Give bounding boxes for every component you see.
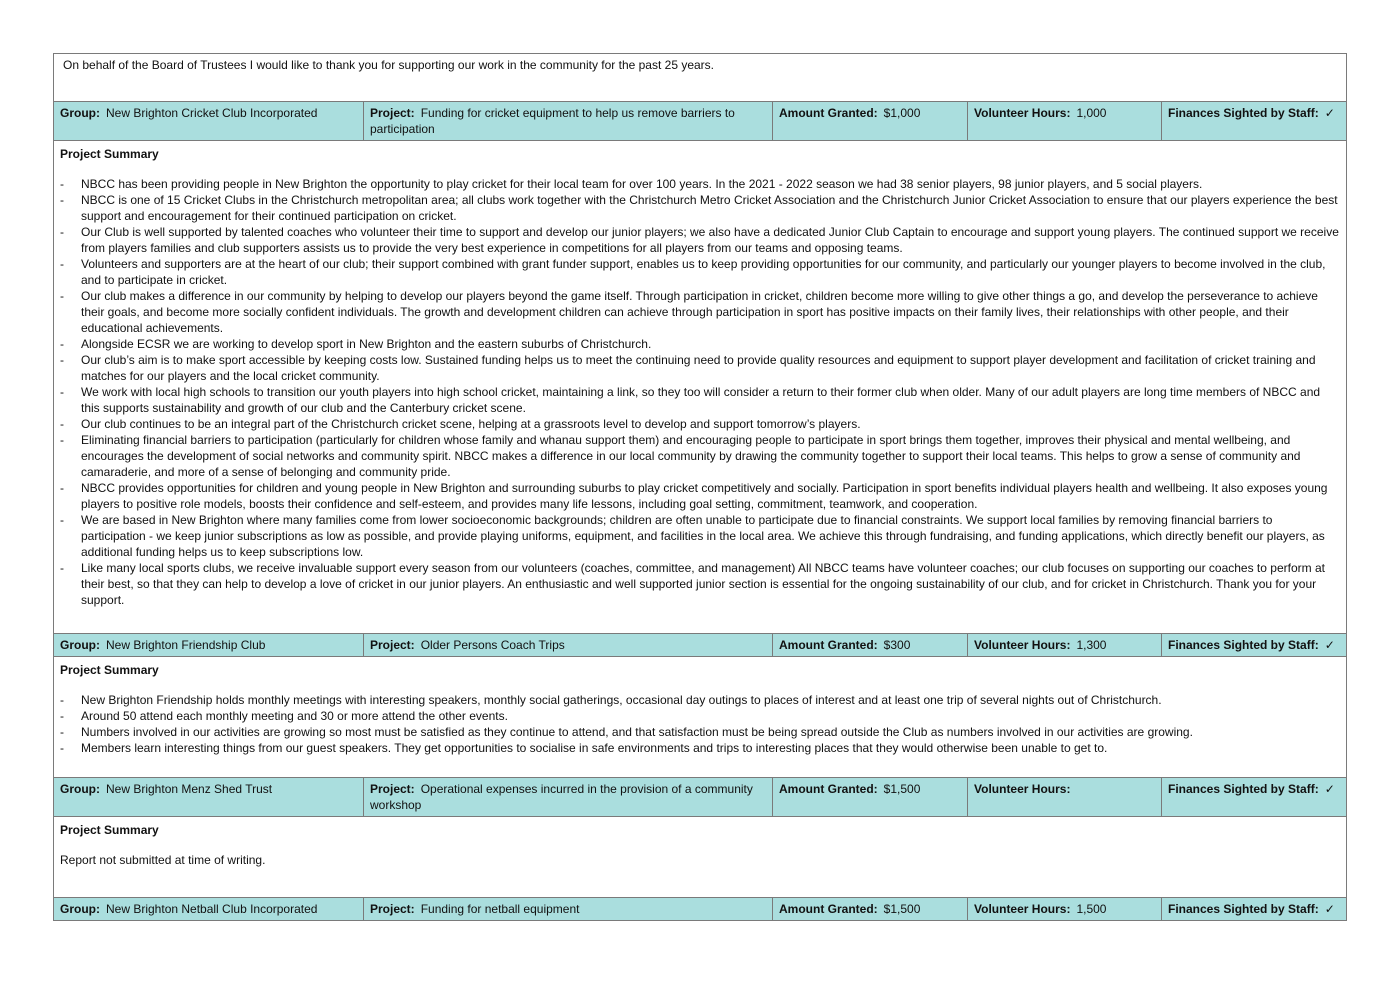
grant-header-row — [54, 778, 1347, 817]
group-cell — [54, 102, 364, 141]
project-summary-title: Project Summary — [60, 823, 159, 837]
group-cell — [54, 778, 364, 817]
list-item: - Like many local sports clubs, we receive invaluable support every season from our volunteers (coaches, committee, and management) All NBCC teams have volunteer coaches; our club focuses on supporting our coaches to perform at their best, so that they can help to develop a love of cricket in our junior players. An enthusiastic and well supported junior section is essential for the ongoing sustainability of our club, and for cricket in Christchurch. Thank you for your support. — [60, 560, 1340, 608]
amount-value: $1,000 — [883, 106, 921, 120]
volunteer-value: 1,500 — [1076, 902, 1107, 916]
amount-label: Amount Granted: — [779, 106, 878, 120]
grants-report-page — [53, 53, 1346, 921]
volunteer-value: 1,300 — [1076, 638, 1107, 652]
list-item: - Members learn interesting things from our guest speakers. They get opportunities to socialise in safe environments and trips to interesting places that they would otherwise been unable to get to. — [60, 740, 1340, 756]
project-name: Funding for cricket equipment to help us remove barriers to participation — [370, 106, 735, 136]
amount-label: Amount Granted: — [779, 782, 878, 796]
group-cell — [54, 898, 364, 921]
amount-cell — [773, 102, 968, 141]
finances-cell — [1162, 898, 1347, 921]
project-name: Funding for netball equipment — [420, 902, 580, 916]
amount-cell — [773, 898, 968, 921]
checkmark-icon: ✓ — [1324, 106, 1335, 120]
checkmark-icon: ✓ — [1324, 782, 1335, 796]
group-label: Group: — [60, 902, 100, 916]
list-item: - NBCC provides opportunities for children and young people in New Brighton and surrounding suburbs to play cricket competitively and socially. Participation in sport benefits individual players health and wellbeing. It also exposes young players to positive role models, boosts their confidence and self-esteem, and provides many life lessons, including goal setting, commitment, teamwork, and cooperation. — [60, 480, 1340, 512]
list-item: - Our club continues to be an integral part of the Christchurch cricket scene, helping at a grassroots level to develop and support tomorrow’s players. — [60, 416, 1340, 432]
list-item: - Alongside ECSR we are working to develop sport in New Brighton and the eastern suburbs of Christchurch. — [60, 336, 1340, 352]
list-item: - We work with local high schools to transition our youth players into high school cricket, maintaining a link, so they too will consider a return to their former club when older. Many of our adult players are long time members of NBCC and this supports sustainability and growth of our club and the Canterbury cricket scene. — [60, 384, 1340, 416]
finances-label: Finances Sighted by Staff: — [1168, 782, 1319, 796]
list-item: - We are based in New Brighton where many families come from lower socioeconomic backgrounds; children are often unable to participate due to financial constraints. We support local families by removing financial barriers to participation - we keep junior subscriptions as low as possible, and provide playing uniforms, equipment, and facilities in the local area. We achieve this through fundraising, and funding applications, which directly benefit our players, as additional funding helps us to keep subscriptions low. — [60, 512, 1340, 560]
volunteer-label: Volunteer Hours: — [974, 638, 1071, 652]
volunteer-label: Volunteer Hours: — [974, 106, 1071, 120]
list-item: - Eliminating financial barriers to participation (particularly for children whose family and whanau support them) and encouraging people to participate in sport brings them together, improves their physical and mental wellbeing, and encourages the development of social networks and community spirit. NBCC makes a difference in our local community by drawing the community together to support their local teams. This helps to grow a sense of community and camaraderie, and more of a sense of belonging and community pride. — [60, 432, 1340, 480]
volunteer-cell — [968, 778, 1162, 817]
list-item: - NBCC has been providing people in New Brighton the opportunity to play cricket for their local team for over 100 years. In the 2021 - 2022 season we had 38 senior players, 98 junior players, and 5 social players. — [60, 176, 1340, 192]
volunteer-cell — [968, 634, 1162, 657]
project-summary-cell — [54, 817, 1347, 898]
intro-text: On behalf of the Board of Trustees I would like to thank you for supporting our work in the community for the past 25 years. — [54, 54, 1347, 102]
grant-header-row — [54, 898, 1347, 921]
summary-list — [60, 176, 1340, 608]
project-label: Project: — [370, 902, 415, 916]
finances-label: Finances Sighted by Staff: — [1168, 902, 1319, 916]
project-cell — [364, 102, 773, 141]
group-label: Group: — [60, 638, 100, 652]
volunteer-cell — [968, 898, 1162, 921]
grants-table — [53, 53, 1347, 921]
group-name: New Brighton Cricket Club Incorporated — [106, 106, 318, 120]
list-item: - New Brighton Friendship holds monthly meetings with interesting speakers, monthly social gatherings, occasional day outings to places of interest and at least one trip of several nights out of Christchurch. — [60, 692, 1340, 708]
finances-label: Finances Sighted by Staff: — [1168, 638, 1319, 652]
project-summary-cell — [54, 657, 1347, 778]
volunteer-cell — [968, 102, 1162, 141]
project-label: Project: — [370, 638, 415, 652]
amount-cell — [773, 634, 968, 657]
project-label: Project: — [370, 106, 415, 120]
list-item: - Numbers involved in our activities are growing so most must be satisfied as they continue to attend, and that satisfaction must be being spread outside the Club as numbers involved in our activities are growing. — [60, 724, 1340, 740]
volunteer-label: Volunteer Hours: — [974, 782, 1071, 796]
list-item: - Our club makes a difference in our community by helping to develop our players beyond the game itself. Through participation in cricket, children become more willing to give other things a go, and develop the perseverance to achieve their goals, and become more socially confident individuals. The growth and development children can achieve through participation in sport has positive impacts on their family lives, their relationships with other people, and their educational achievements. — [60, 288, 1340, 336]
amount-value: $300 — [883, 638, 911, 652]
finances-label: Finances Sighted by Staff: — [1168, 106, 1319, 120]
finances-cell — [1162, 778, 1347, 817]
list-item: - NBCC is one of 15 Cricket Clubs in the Christchurch metropolitan area; all clubs work together with the Christchurch Metro Cricket Association and the Christchurch Junior Cricket Association to ensure that our players experience the best support and encouragement for their continued participation on cricket. — [60, 192, 1340, 224]
checkmark-icon: ✓ — [1324, 638, 1335, 652]
amount-cell — [773, 778, 968, 817]
grant-header-row — [54, 102, 1347, 141]
project-name: Operational expenses incurred in the provision of a community workshop — [370, 782, 753, 812]
group-name: New Brighton Netball Club Incorporated — [106, 902, 318, 916]
amount-label: Amount Granted: — [779, 638, 878, 652]
list-item: - Our club’s aim is to make sport accessible by keeping costs low. Sustained funding helps us to meet the continuing need to provide quality resources and equipment to support player development and facilitation of cricket training and matches for our players and the local cricket community. — [60, 352, 1340, 384]
project-name: Older Persons Coach Trips — [420, 638, 565, 652]
finances-cell — [1162, 102, 1347, 141]
list-item: - Our Club is well supported by talented coaches who volunteer their time to support and develop our junior players; we also have a dedicated Junior Club Captain to encourage and support young players. The continued support we receive from players families and club supporters assists us to provide the very best experience in competitions for all players from our teams and opposing teams. — [60, 224, 1340, 256]
volunteer-label: Volunteer Hours: — [974, 902, 1071, 916]
volunteer-value: 1,000 — [1076, 106, 1107, 120]
group-cell — [54, 634, 364, 657]
list-item: - Volunteers and supporters are at the heart of our club; their support combined with grant funder support, enables us to keep providing opportunities for our community, and particularly our younger players to become involved in the club, and to participate in cricket. — [60, 256, 1340, 288]
amount-value: $1,500 — [883, 782, 921, 796]
amount-label: Amount Granted: — [779, 902, 878, 916]
finances-cell — [1162, 634, 1347, 657]
group-name: New Brighton Menz Shed Trust — [106, 782, 273, 796]
list-item: - Around 50 attend each monthly meeting and 30 or more attend the other events. — [60, 708, 1340, 724]
summary-text: Report not submitted at time of writing. — [60, 853, 266, 867]
checkmark-icon: ✓ — [1324, 902, 1335, 916]
summary-list — [60, 692, 1340, 756]
project-summary-title: Project Summary — [60, 663, 159, 677]
project-summary-title: Project Summary — [60, 147, 159, 161]
group-label: Group: — [60, 106, 100, 120]
grant-header-row — [54, 634, 1347, 657]
group-name: New Brighton Friendship Club — [106, 638, 266, 652]
project-cell — [364, 634, 773, 657]
amount-value: $1,500 — [883, 902, 921, 916]
project-summary-cell — [54, 141, 1347, 634]
group-label: Group: — [60, 782, 100, 796]
project-label: Project: — [370, 782, 415, 796]
project-cell — [364, 898, 773, 921]
project-cell — [364, 778, 773, 817]
